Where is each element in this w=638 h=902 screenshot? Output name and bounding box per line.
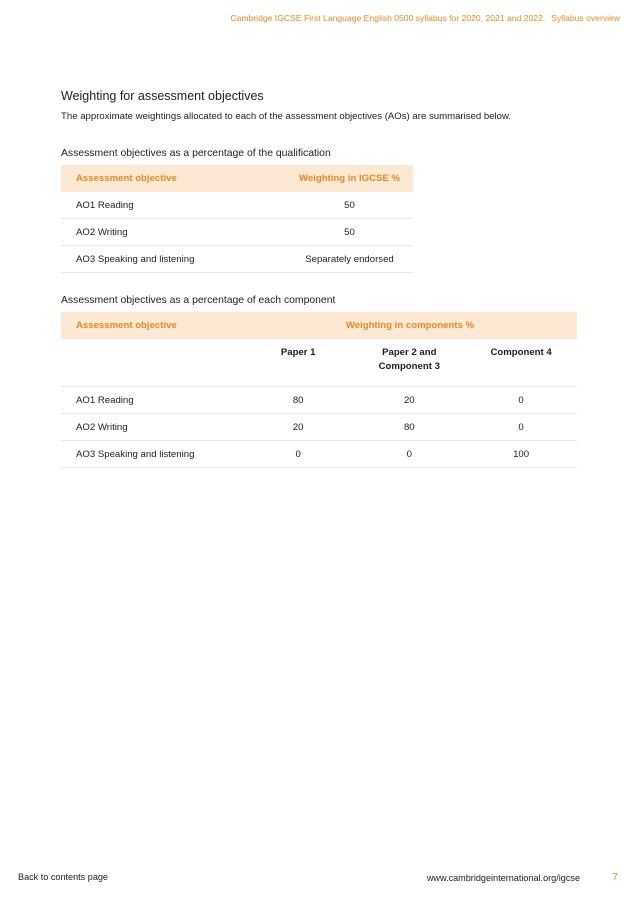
section-name: Syllabus overview [551, 13, 620, 23]
website-link[interactable]: www.cambridgeinternational.org/igcse [426, 873, 580, 883]
qualification-weighting-table [61, 165, 413, 273]
paper-2-cell: 0 [353, 441, 465, 468]
subheader-line: Component 3 [378, 360, 440, 372]
table2-caption: Assessment objectives as a percentage of each component [61, 295, 336, 306]
subheader-paper-2-component-3 [353, 339, 465, 387]
component-weighting-table [61, 312, 577, 468]
table-subheader-row [61, 339, 577, 387]
objective-cell: AO2 Writing [61, 414, 243, 441]
table1-caption: Assessment objectives as a percentage of the qualification [61, 148, 331, 159]
table-row [61, 246, 413, 273]
weighting-cell: 50 [286, 192, 413, 219]
col-header-objective: Assessment objective [61, 312, 243, 339]
running-title: Cambridge IGCSE First Language English 0500 syllabus for 2020, 2021 and 2022. [230, 13, 546, 23]
intro-text: The approximate weightings allocated to each of the assessment objectives (AOs) are summarised below. [61, 111, 512, 122]
paper-1-cell: 0 [243, 441, 353, 468]
table-row [61, 441, 577, 468]
subheader-line: Paper 2 and [382, 347, 437, 358]
col-header-objective: Assessment objective [61, 165, 286, 192]
weighting-cell: 50 [286, 219, 413, 246]
table-row [61, 387, 577, 414]
page-number: 7 [612, 872, 618, 883]
col-header-weighting: Weighting in components % [243, 312, 577, 339]
objective-cell: AO1 Reading [61, 192, 286, 219]
objective-cell: AO3 Speaking and listening [61, 246, 286, 273]
section-title: Weighting for assessment objectives [61, 89, 264, 103]
back-to-contents-link[interactable]: Back to contents page [18, 872, 108, 882]
table-row [61, 219, 413, 246]
paper-1-cell: 20 [243, 414, 353, 441]
table-row [61, 192, 413, 219]
paper-2-cell: 80 [353, 414, 465, 441]
component-4-cell: 0 [465, 387, 577, 414]
objective-cell: AO2 Writing [61, 219, 286, 246]
table-header-row [61, 165, 413, 192]
component-4-cell: 100 [465, 441, 577, 468]
weighting-cell: Separately endorsed [286, 246, 413, 273]
table-header-row [61, 312, 577, 339]
col-header-weighting: Weighting in IGCSE % [286, 165, 413, 192]
component-4-cell: 0 [465, 414, 577, 441]
table-row [61, 414, 577, 441]
objective-cell: AO1 Reading [61, 387, 243, 414]
objective-cell: AO3 Speaking and listening [61, 441, 243, 468]
running-header [230, 13, 620, 23]
subheader-paper-1: Paper 1 [243, 339, 353, 387]
paper-2-cell: 20 [353, 387, 465, 414]
subheader-blank [61, 339, 243, 387]
paper-1-cell: 80 [243, 387, 353, 414]
subheader-component-4: Component 4 [465, 339, 577, 387]
